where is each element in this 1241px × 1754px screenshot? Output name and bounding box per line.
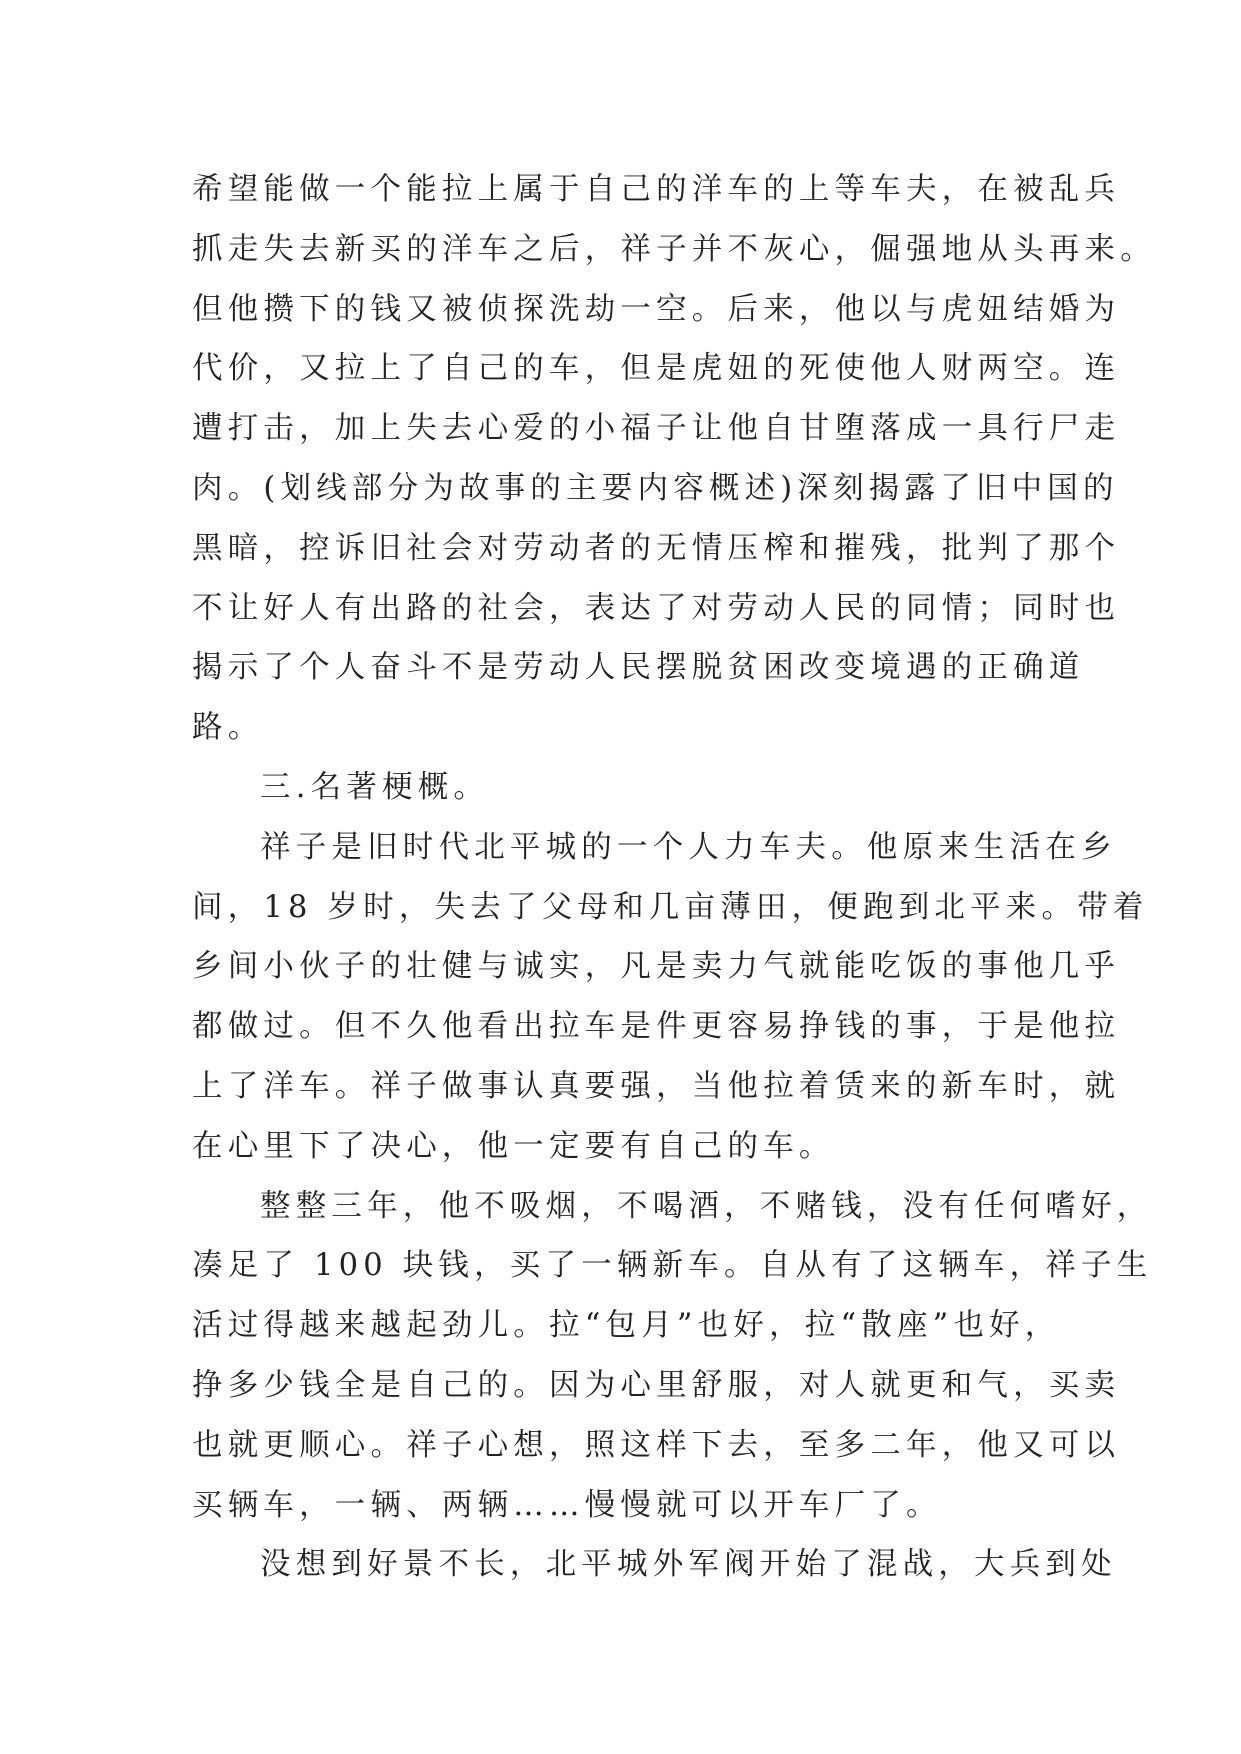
text-line: 肉。(划线部分为故事的主要内容概述)深刻揭露了旧中国的 bbox=[192, 470, 1119, 506]
text-line: 抓走失去新买的洋车之后，祥子并不灰心，倔强地从头再来。 bbox=[192, 231, 1156, 267]
text-line: 活过得越来越起劲儿。拉“包月”也好，拉“散座”也好， bbox=[192, 1308, 1061, 1344]
text-line: 遭打击，加上失去心爱的小福子让他自甘堕落成一具行尸走 bbox=[192, 411, 1121, 447]
section-heading bbox=[192, 758, 1058, 818]
paragraph-synopsis-3 bbox=[192, 1535, 1117, 1595]
paragraph-novel-summary bbox=[192, 160, 1156, 758]
text-line: 间，18 岁时，失去了父母和几亩薄田，便跑到北平来。带着 bbox=[192, 889, 1149, 925]
text-line: 代价，又拉上了自己的车，但是虎妞的死使他人财两空。连 bbox=[192, 351, 1121, 387]
text-line: 希望能做一个能拉上属于自己的洋车的上等车夫，在被乱兵 bbox=[192, 172, 1121, 207]
text-line: 上了洋车。祥子做事认真要强，当他拉着赁来的新车时，就 bbox=[192, 1068, 1121, 1104]
text-line: 在心里下了决心，他一定要有自己的车。 bbox=[192, 1128, 835, 1164]
text-line: 挣多少钱全是自己的。因为心里舒服，对人就更和气，买卖 bbox=[192, 1367, 1121, 1403]
text-line: 凑足了 100 块钱，买了一辆新车。自从有了这辆车，祥子生 bbox=[192, 1248, 1153, 1284]
section-heading-text: 三.名著梗概。 bbox=[260, 769, 490, 805]
text-line: 不让好人有出路的社会，表达了对劳动人民的同情；同时也 bbox=[192, 590, 1121, 626]
paragraph-synopsis-2 bbox=[192, 1177, 1153, 1536]
text-line: 祥子是旧时代北平城的一个人力车夫。他原来生活在乡 bbox=[260, 829, 1117, 865]
text-line: 都做过。但不久他看出拉车是件更容易挣钱的事，于是他拉 bbox=[192, 1009, 1121, 1045]
text-line: 路。 bbox=[192, 710, 264, 746]
text-line: 买辆车，一辆、两辆……慢慢就可以开车厂了。 bbox=[192, 1487, 942, 1523]
text-line: 但他攒下的钱又被侦探洗劫一空。后来，他以与虎妞结婚为 bbox=[192, 291, 1121, 327]
text-line: 没想到好景不长，北平城外军阀开始了混战，大兵到处 bbox=[260, 1547, 1117, 1583]
text-line: 乡间小伙子的壮健与诚实，凡是卖力气就能吃饭的事他几乎 bbox=[192, 949, 1121, 985]
text-line: 黑暗，控诉旧社会对劳动者的无情压榨和摧残，批判了那个 bbox=[192, 530, 1121, 566]
text-line: 整整三年，他不吸烟，不喝酒，不赌钱，没有任何嗜好， bbox=[260, 1188, 1153, 1224]
document-body bbox=[192, 160, 1156, 1595]
text-line: 也就更顺心。祥子心想，照这样下去，至多二年，他又可以 bbox=[192, 1427, 1121, 1463]
text-line: 揭示了个人奋斗不是劳动人民摆脱贫困改变境遇的正确道 bbox=[192, 650, 1085, 686]
paragraph-synopsis-1 bbox=[192, 818, 1149, 1177]
